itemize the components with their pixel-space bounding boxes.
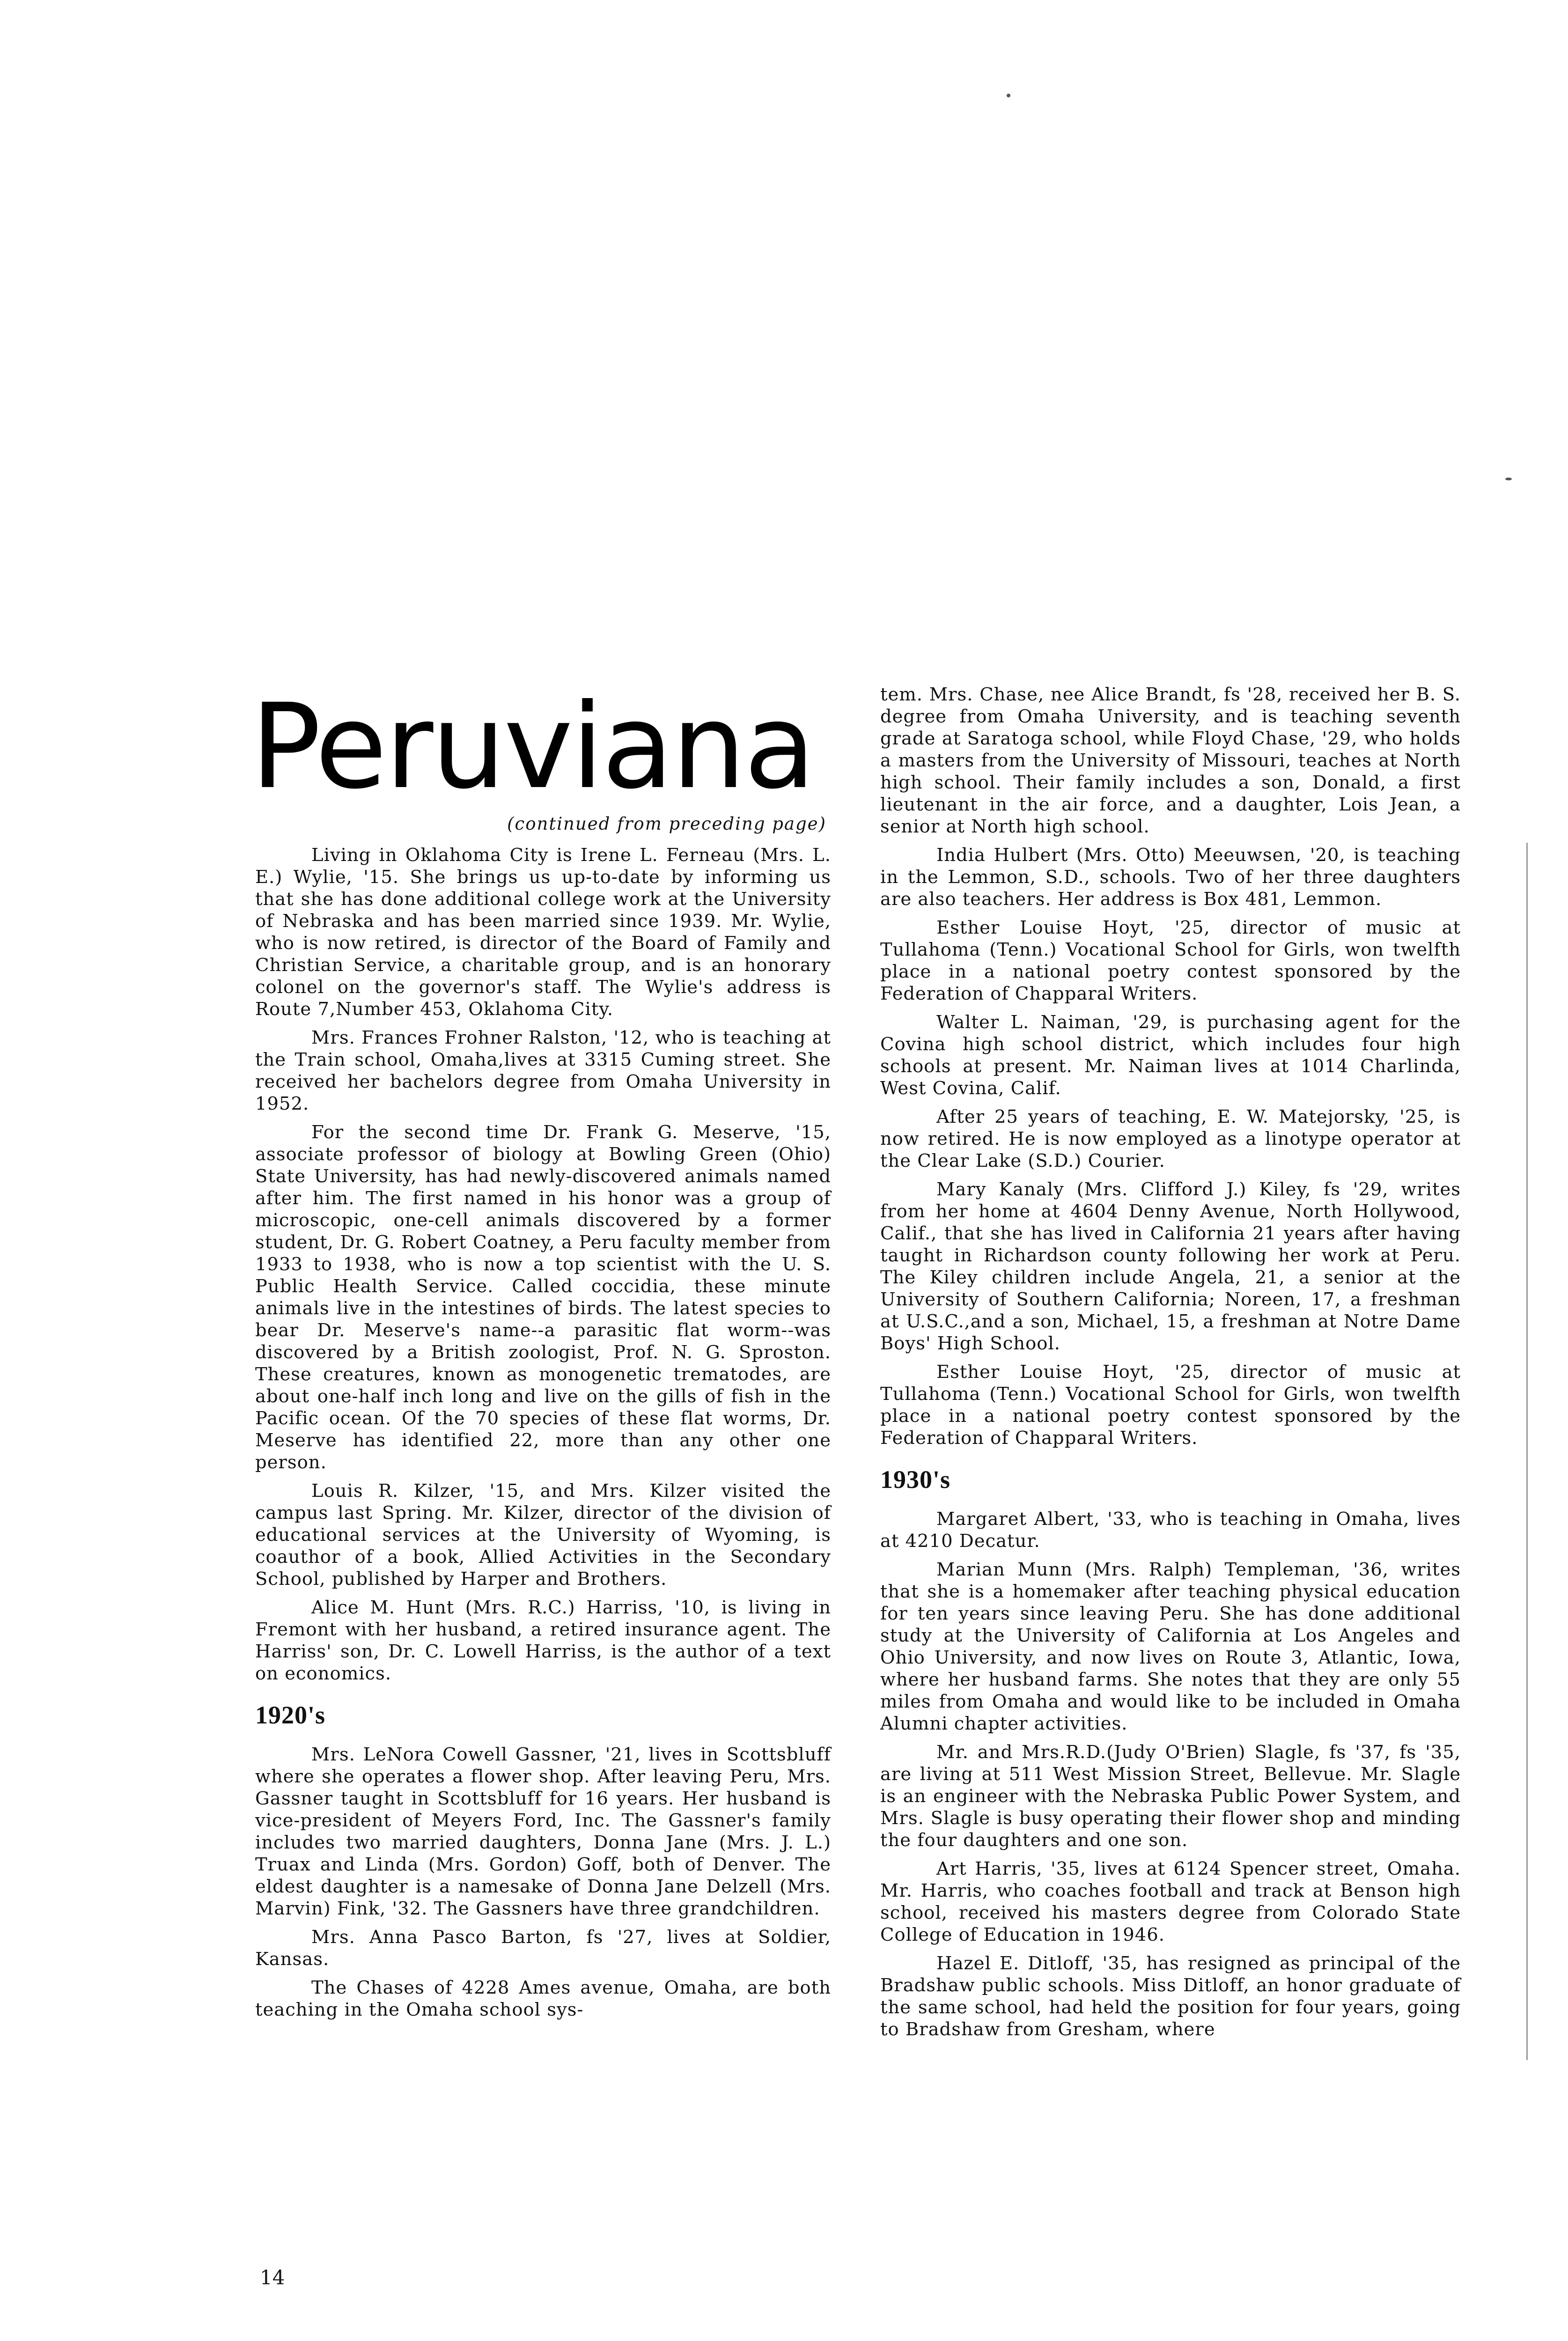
- right-column: [880, 684, 1461, 2047]
- article-paragraph: Mrs. Anna Pasco Barton, fs '27, lives at Soldier, Kansas.: [255, 1927, 831, 1970]
- article-paragraph: For the second time Dr. Frank G. Meserve, '15, associate professor of biology at Bowling Green (Ohio) State University, has had newly-discovered animals named after him. The first named in his honor was a group of microscopic, one-cell animals discovered by a former student, Dr. G. Robert Coatney, a Peru faculty member from 1933 to 1938, who is now a top scientist with the U. S. Public Health Service. Called coccidia, these minute animals live in the intestines of birds. The latest species to bear Dr. Meserve's name--a parasitic flat worm--was discovered by a British zoologist, Prof. N. G. Sproston. These creatures, known as monogenetic trematodes, are about one-half inch long and live on the gills of fish in the Pacific ocean. Of the 70 species of these flat worms, Dr. Meserve has identified 22, more than any other one person.: [255, 1122, 831, 1473]
- section-heading-1920s: 1920's: [255, 1701, 326, 1729]
- article-paragraph: After 25 years of teaching, E. W. Matejorsky, '25, is now retired. He is now employed as a linotype operator at the Clear Lake (S.D.) Courier.: [880, 1106, 1461, 1171]
- article-paragraph: tem. Mrs. Chase, nee Alice Brandt, fs '28, received her B. S. degree from Omaha University, and is teaching seventh grade at Saratoga school, while Floyd Chase, '29, who holds a masters from the University of Missouri, teaches at North high school. Their family includes a son, Donald, a first lieutenant in the air force, and a daughter, Lois Jean, a senior at North high school.: [880, 684, 1461, 837]
- article-paragraph: India Hulbert (Mrs. Otto) Meeuwsen, '20, is teaching in the Lemmon, S.D., schools. Two of her three daughters are also teachers. Her address is Box 481, Lemmon.: [880, 845, 1461, 910]
- scan-speck: [1505, 478, 1512, 480]
- continued-note: (continued from preceding page): [507, 814, 826, 834]
- article-paragraph: Hazel E. Ditloff, '35, has resigned as principal of the Bradshaw public schools. Miss Ditloff, an honor graduate of the same school, had held the position for four years, going to Bradshaw from Gresham, where: [880, 1953, 1461, 2040]
- article-paragraph: Art Harris, '35, lives at 6124 Spencer street, Omaha. Mr. Harris, who coaches football and track at Benson high school, received his masters degree from Colorado State College of Education in 1946.: [880, 1858, 1461, 1945]
- article-paragraph: Esther Louise Hoyt, '25, director of music at Tullahoma (Tenn.) Vocational School for Girls, won twelfth place in a national poetry contest sponsored by the Federation of Chapparal Writers.: [880, 917, 1461, 1004]
- article-paragraph: Margaret Albert, '33, who is teaching in Omaha, lives at 4210 Decatur.: [880, 1509, 1461, 1552]
- left-column: [250, 678, 831, 2027]
- section-heading-1930s: 1930's: [880, 1465, 951, 1494]
- page-number: 14: [260, 2266, 285, 2289]
- article-paragraph: Esther Louise Hoyt, '25, director of music at Tullahoma (Tenn.) Vocational School for Girls, won twelfth place in a national poetry contest sponsored by the Federation of Chapparal Writers.: [880, 1362, 1461, 1449]
- article-paragraph: Living in Oklahoma City is Irene L. Ferneau (Mrs. L. E.) Wylie, '15. She brings us up-to-date by informing us that she has done additional college work at the University of Nebraska and has been married since 1939. Mr. Wylie, who is now retired, is director of the Board of Family and Christian Service, a charitable group, and is an honorary colonel on the governor's staff. The Wylie's address is Route 7,Number 453, Oklahoma City.: [255, 845, 831, 1020]
- scan-edge-mark: [1526, 843, 1528, 2060]
- article-paragraph: Mrs. LeNora Cowell Gassner, '21, lives in Scottsbluff where she operates a flower shop. After leaving Peru, Mrs. Gassner taught in Scottsbluff for 16 years. Her husband is vice-president of Meyers Ford, Inc. The Gassner's family includes two married daughters, Donna Jane (Mrs. J. L.) Truax and Linda (Mrs. Gordon) Goff, both of Denver. The eldest daughter is a namesake of Donna Jane Delzell (Mrs. Marvin) Fink, '32. The Gassners have three grandchildren.: [255, 1744, 831, 1919]
- article-paragraph: Mr. and Mrs.R.D.(Judy O'Brien) Slagle, fs '37, fs '35, are living at 511 West Mission Street, Bellevue. Mr. Slagle is an engineer with the Nebraska Public Power System, and Mrs. Slagle is busy operating their flower shop and minding the four daughters and one son.: [880, 1742, 1461, 1851]
- article-paragraph: Mrs. Frances Frohner Ralston, '12, who is teaching at the Train school, Omaha,lives at 3315 Cuming street. She received her bachelors degree from Omaha University in 1952.: [255, 1027, 831, 1114]
- article-paragraph: Mary Kanaly (Mrs. Clifford J.) Kiley, fs '29, writes from her home at 4604 Denny Avenue, North Hollywood, Calif., that she has lived in California 21 years after having taught in Richardson county following her work at Peru. The Kiley children include Angela, 21, a senior at the University of Southern California; Noreen, 17, a freshman at U.S.C.,and a son, Michael, 15, a freshman at Notre Dame Boys' High School.: [880, 1179, 1461, 1354]
- masthead-title: Peruviana: [250, 678, 814, 815]
- article-paragraph: Alice M. Hunt (Mrs. R.C.) Harriss, '10, is living in Fremont with her husband, a retired insurance agent. The Harriss' son, Dr. C. Lowell Harriss, is the author of a text on economics.: [255, 1597, 831, 1684]
- article-paragraph: The Chases of 4228 Ames avenue, Omaha, are both teaching in the Omaha school sys-: [255, 1977, 831, 2020]
- article-paragraph: Marian Munn (Mrs. Ralph) Templeman, '36, writes that she is a homemaker after teaching physical education for ten years since leaving Peru. She has done additional study at the University of California at Los Angeles and Ohio University, and now lives on Route 3, Atlantic, Iowa, where her husband farms. She notes that they are only 55 miles from Omaha and would like to be included in Omaha Alumni chapter activities.: [880, 1559, 1461, 1734]
- article-paragraph: Louis R. Kilzer, '15, and Mrs. Kilzer visited the campus last Spring. Mr. Kilzer, director of the division of educational services at the University of Wyoming, is coauthor of a book, Allied Activities in the Secondary School, published by Harper and Brothers.: [255, 1480, 831, 1590]
- article-paragraph: Walter L. Naiman, '29, is purchasing agent for the Covina high school district, which includes four high schools at present. Mr. Naiman lives at 1014 Charlinda, West Covina, Calif.: [880, 1012, 1461, 1099]
- scan-speck: [1007, 94, 1010, 97]
